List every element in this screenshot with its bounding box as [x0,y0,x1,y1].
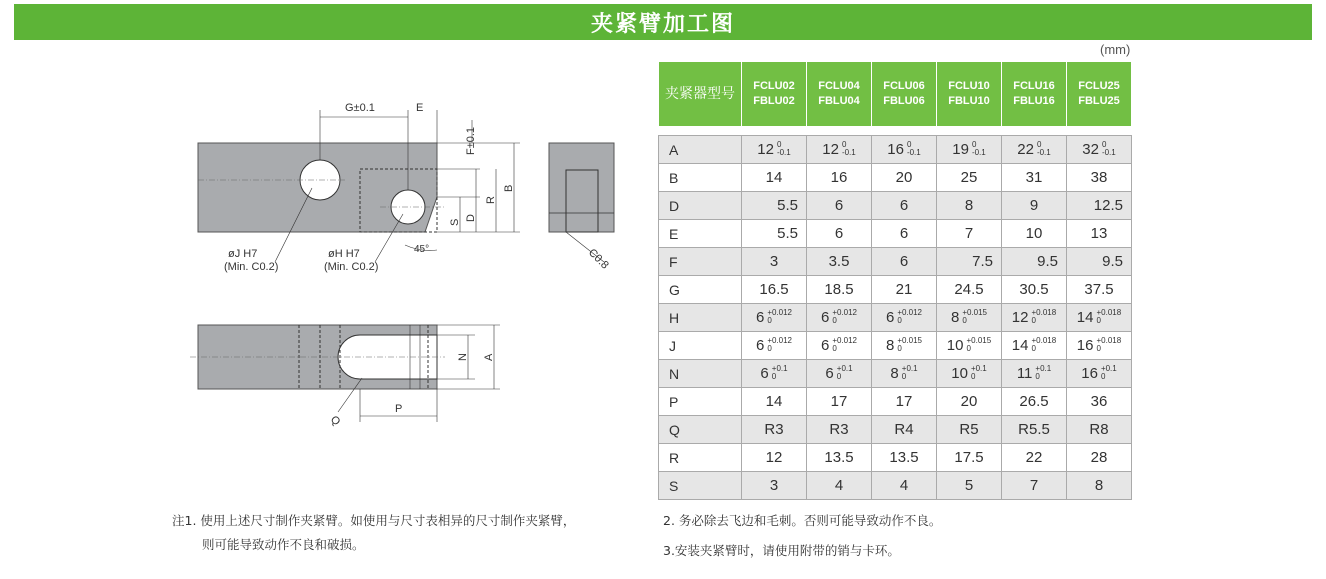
table-cell [1002,360,1067,388]
cell-value: 7 [1029,477,1039,494]
cell-value: 31 [1025,169,1043,186]
row-label: D [659,192,742,220]
tolerance-lower: 0 [897,316,902,326]
table-cell [742,248,807,276]
model-col-1: FCLU02 FBLU02 [742,62,807,127]
tolerance-upper: +0.1 [901,364,918,374]
cell-value: 8 [1094,477,1104,494]
table-row [659,164,1132,192]
dim-g-label: G±0.1 [345,102,375,114]
tolerance-lower: 0 [970,372,976,382]
table-row [659,192,1132,220]
tolerance-lower: 0 [1100,372,1106,382]
dim-n-label: N [457,353,469,361]
tolerance [767,309,792,325]
table-row [659,444,1132,472]
table-cell [937,276,1002,304]
tolerance-lower: 0 [966,344,971,354]
tolerance-upper: +0.015 [966,336,992,346]
note-1-line-1: 注1. 使用上述尺寸制作夹紧臂。如使用与尺寸表相异的尺寸制作夹紧臂， [172,513,576,528]
table-cell [937,304,1002,332]
cell-value: 6 [885,308,895,326]
tolerance [1031,337,1056,353]
cell-value: 17 [895,393,913,410]
cell-value: 8 [950,308,960,326]
cell-value: 6 [899,225,909,242]
unit-label: (mm) [1100,42,1131,57]
table-row [659,388,1132,416]
table-cell [1067,136,1132,164]
dim-s-label: S [449,218,461,226]
table-cell [937,192,1002,220]
tolerance [1102,141,1116,157]
cell-value: 3 [769,253,779,270]
row-label: B [659,164,742,192]
table-cell [1067,444,1132,472]
hole-h-note: (Min. C0.2) [324,261,379,273]
tolerance-lower: 0 [1031,344,1036,354]
table-cell [1067,248,1132,276]
table-cell [807,276,872,304]
table-cell [1067,388,1132,416]
tolerance [897,337,922,353]
table-cell [1002,276,1067,304]
model-col-6: FCLU25 FBLU25 [1067,62,1132,127]
tolerance-upper: 0 [906,140,912,150]
cell-value: 14 [1076,308,1094,326]
cell-value: 21 [895,281,913,298]
tolerance-upper: +0.015 [962,308,988,318]
dim-a-label: A [483,353,495,361]
table-cell [807,416,872,444]
table-cell [807,444,872,472]
tolerance [837,365,853,381]
cell-value: 5.5 [777,197,798,214]
table-cell [872,416,937,444]
tolerance-upper: +0.1 [1035,364,1052,374]
dim-r-label: R [485,196,497,204]
cell-value: 37.5 [1084,281,1114,298]
row-label: F [659,248,742,276]
table-cell [872,136,937,164]
cell-value: 6 [760,364,769,382]
tolerance [1031,309,1056,325]
table-row [659,416,1132,444]
cell-value: 9.5 [1102,253,1123,270]
cell-value: 11 [1016,364,1033,382]
dimension-table [658,61,1132,500]
cell-value: 38 [1090,169,1108,186]
cell-value: R3 [829,421,849,438]
model-col-5: FCLU16 FBLU16 [1002,62,1067,127]
cell-value: 16 [1076,336,1094,354]
model-col-3: FCLU06 FBLU06 [872,62,937,127]
table-cell [1067,416,1132,444]
cell-value: 16 [1081,364,1098,382]
angle-label: 45° [414,244,430,255]
table-cell [937,332,1002,360]
hole-j-note: (Min. C0.2) [224,261,279,273]
table-cell [807,360,872,388]
cell-value: 6 [899,197,909,214]
table-cell [937,416,1002,444]
page-title: 夹紧臂加工图 [590,11,735,37]
table-cell [742,444,807,472]
table-cell [1002,304,1067,332]
tolerance-upper: +0.018 [1096,308,1122,318]
cell-value: 6 [820,336,830,354]
cell-value: 18.5 [824,281,854,298]
cell-value: R5.5 [1018,421,1050,438]
tolerance-lower: 0 [1096,344,1101,354]
cell-value: 8 [890,364,899,382]
cell-value: 5.5 [777,225,798,242]
tolerance-lower: 0 [767,344,772,354]
tolerance-upper: +0.012 [832,308,858,318]
tolerance-upper: +0.012 [767,308,793,318]
cell-value: 13 [1090,225,1108,242]
cell-value: 3.5 [828,253,850,270]
table-row [659,276,1132,304]
tolerance-upper: +0.015 [897,336,923,346]
table-cell [742,388,807,416]
dim-d-label: D [465,214,477,222]
table-row [659,360,1132,388]
tolerance-upper: +0.018 [1096,336,1122,346]
cell-value: 6 [820,308,830,326]
tolerance-lower: 0 [767,316,772,326]
tolerance-lower: 0 [1035,372,1040,382]
tolerance-lower: -0.1 [971,148,986,158]
table-cell [872,360,937,388]
table-cell [807,388,872,416]
table-cell [1002,164,1067,192]
cell-value: 6 [755,308,765,326]
table-cell [872,164,937,192]
table-cell [872,248,937,276]
table-cell [1002,136,1067,164]
table-cell [937,136,1002,164]
cell-value: 12 [822,140,839,158]
cell-value: R8 [1089,421,1109,438]
cell-value: R3 [764,421,784,438]
tolerance-upper: +0.012 [832,336,858,346]
row-label: Q [659,416,742,444]
table-cell [937,164,1002,192]
tolerance-lower: -0.1 [1036,148,1051,158]
tolerance-lower: 0 [1096,316,1101,326]
table-cell [742,304,807,332]
tolerance-upper: +0.012 [767,336,793,346]
row-label: J [659,332,742,360]
cell-value: 6 [825,364,834,382]
cell-value: 28 [1090,449,1108,466]
tolerance [767,337,792,353]
tolerance [832,337,857,353]
tolerance [1101,365,1117,381]
tolerance-lower: -0.1 [906,148,921,158]
cell-value: R4 [894,421,914,438]
hole-j-label: øJ H7 [228,248,258,260]
chamfer-label: C0.8 [585,246,611,272]
table-cell [807,164,872,192]
tolerance-upper: +0.1 [1100,364,1117,374]
tolerance-upper: 0 [776,140,782,150]
cell-value: 17 [830,393,848,410]
cell-value: 25 [960,169,978,186]
table-cell [742,472,807,500]
note-1-line-2: 则可能导致动作不良和破损。 [202,537,365,552]
tolerance [971,365,987,381]
table-cell [742,416,807,444]
table-row [659,472,1132,500]
table-cell [937,472,1002,500]
tolerance-lower: 0 [771,372,777,382]
table-cell [1002,472,1067,500]
dim-e-label: E [416,102,424,114]
dim-q-label: Q [327,413,343,429]
row-label: N [659,360,742,388]
tolerance [966,337,991,353]
cell-value: 6 [834,197,844,214]
cell-value: 16.5 [759,281,789,298]
clamp-arm-drawing [0,0,650,440]
cell-value: 22 [1025,449,1043,466]
table-cell [742,360,807,388]
table-cell [937,248,1002,276]
tolerance [1096,309,1121,325]
table-cell [807,248,872,276]
tolerance-lower: -0.1 [776,148,791,158]
table-cell [1067,360,1132,388]
tolerance-lower: 0 [1031,316,1036,326]
tolerance [962,309,987,325]
table-cell [1067,276,1132,304]
table-cell [872,332,937,360]
table-cell [1067,304,1132,332]
table-row [659,248,1132,276]
tolerance [832,309,857,325]
cell-value: 12 [757,140,774,158]
cell-value: 12 [765,449,783,466]
cell-value: 4 [899,477,909,494]
tolerance-upper: +0.012 [897,308,923,318]
cell-value: 9.5 [1037,253,1058,270]
table-cell [742,332,807,360]
tolerance-upper: +0.1 [970,364,987,374]
cell-value: 10 [1025,225,1043,242]
table-cell [1002,388,1067,416]
table-row [659,136,1132,164]
table-cell [872,192,937,220]
cell-value: 12.5 [1093,197,1123,214]
note-3: 3.安装夹紧臂时，请使用附带的销与卡环。 [663,543,900,558]
tolerance [1096,337,1121,353]
cell-value: 22 [1017,140,1034,158]
table-cell [807,220,872,248]
cell-value: 12 [1011,308,1029,326]
tolerance-lower: 0 [832,344,837,354]
tolerance-upper: +0.1 [771,364,788,374]
cell-value: 7.5 [972,253,993,270]
hole-h-label: øH H7 [328,248,360,260]
tolerance [772,365,788,381]
tolerance-upper: +0.1 [836,364,853,374]
cell-value: 14 [765,393,783,410]
tolerance-upper: +0.018 [1031,308,1057,318]
row-label: R [659,444,742,472]
tolerance-lower: 0 [836,372,842,382]
table-body [659,136,1132,500]
cell-value: 19 [952,140,969,158]
cell-value: 26.5 [1019,393,1049,410]
tolerance [842,141,856,157]
cell-value: 16 [830,169,848,186]
row-label: H [659,304,742,332]
tolerance-lower: -0.1 [841,148,856,158]
dim-b-label: B [503,184,515,192]
table-row [659,332,1132,360]
cell-value: 6 [834,225,844,242]
table-cell [807,332,872,360]
tolerance-upper: +0.018 [1031,336,1057,346]
table-cell [1067,332,1132,360]
table-cell [1002,332,1067,360]
table-cell [872,388,937,416]
table-cell [742,276,807,304]
cell-value: 24.5 [954,281,984,298]
tolerance [777,141,791,157]
table-cell [1002,192,1067,220]
cell-value: 9 [1029,197,1039,214]
row-label: A [659,136,742,164]
cell-value: 3 [769,477,779,494]
model-col-4: FCLU10 FBLU10 [937,62,1002,127]
tolerance-lower: 0 [901,372,907,382]
header-spacer [659,127,1132,136]
tolerance-upper: 0 [1036,140,1042,150]
tolerance [972,141,986,157]
cell-value: 8 [964,197,974,214]
dim-p-label: P [395,403,403,415]
table-cell [872,276,937,304]
cell-value: 7 [964,225,974,242]
table-cell [937,388,1002,416]
table-cell [872,220,937,248]
tolerance-upper: 0 [1101,140,1107,150]
model-col-2: FCLU04 FBLU04 [807,62,872,127]
tolerance-lower: 0 [962,316,967,326]
tolerance [1037,141,1051,157]
table-cell [742,136,807,164]
table-cell [807,192,872,220]
table-cell [872,444,937,472]
table-cell [872,304,937,332]
tolerance-upper: 0 [971,140,977,150]
cell-value: 10 [951,364,968,382]
cell-value: 13.5 [889,449,919,466]
table-cell [742,192,807,220]
cell-value: 6 [755,336,765,354]
dim-f-label: F±0.1 [465,126,477,155]
table-cell [807,136,872,164]
table-cell [1067,192,1132,220]
cell-value: 32 [1082,140,1099,158]
cell-value: 13.5 [824,449,854,466]
table-cell [1002,444,1067,472]
cell-value: 5 [964,477,974,494]
cell-value: 6 [899,253,909,270]
cell-value: 8 [885,336,895,354]
cell-value: 20 [895,169,913,186]
tolerance [897,309,922,325]
row-label: E [659,220,742,248]
cell-value: 14 [1011,336,1029,354]
note-2-3 [663,509,941,563]
tolerance-lower: 0 [832,316,837,326]
table-cell [1067,472,1132,500]
table-cell [872,472,937,500]
table-cell [742,220,807,248]
tolerance [907,141,921,157]
table-cell [937,444,1002,472]
table-cell [1002,416,1067,444]
table-cell [1002,220,1067,248]
tolerance [1035,365,1051,381]
table-cell [807,304,872,332]
row-label: S [659,472,742,500]
cell-value: 36 [1090,393,1108,410]
cell-value: R5 [959,421,979,438]
cell-value: 17.5 [954,449,984,466]
tolerance-upper: 0 [841,140,847,150]
table-cell [937,220,1002,248]
table-cell [1067,164,1132,192]
row-label: G [659,276,742,304]
table-row [659,220,1132,248]
tolerance-lower: -0.1 [1101,148,1116,158]
table-cell [937,360,1002,388]
cell-value: 14 [765,169,783,186]
table-header-row [659,62,1132,127]
tolerance-lower: 0 [897,344,902,354]
model-header: 夹紧器型号 [659,62,742,127]
table-cell [807,472,872,500]
note-1 [172,509,575,557]
cell-value: 30.5 [1019,281,1049,298]
row-label: P [659,388,742,416]
cell-value: 16 [887,140,904,158]
table-row [659,304,1132,332]
note-2: 2. 务必除去飞边和毛刺。否则可能导致动作不良。 [663,513,942,528]
cell-value: 20 [960,393,978,410]
table-cell [1067,220,1132,248]
tolerance [902,365,918,381]
table-cell [1002,248,1067,276]
cell-value: 10 [946,336,964,354]
cell-value: 4 [834,477,844,494]
table-cell [742,164,807,192]
